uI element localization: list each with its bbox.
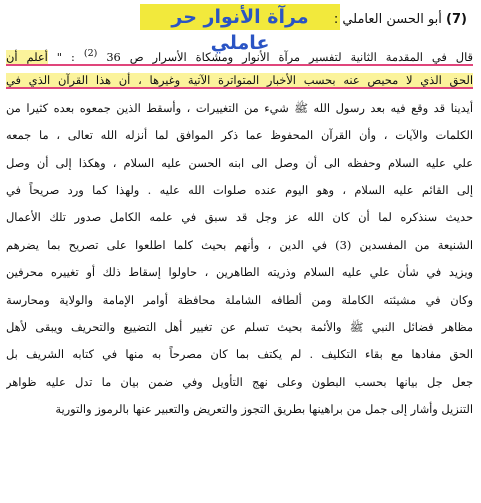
reference-number: (7) xyxy=(446,12,467,27)
text-line: التنزيل وأشار إلى جمل من براهينها بطريق التجوز والتعريض والتعبير عنها بالرموز والتورية xyxy=(55,402,473,417)
text-line xyxy=(6,40,473,67)
text-line: وكان في مشيئته الكاملة ومن ألطافه الشاملة محافظة أوامر الإمامة والولاية ومحارسة xyxy=(6,292,473,307)
page-title: مرآة الأنوار حر عاملي xyxy=(140,4,340,30)
reference-author: أبو الحسن العاملي : xyxy=(333,12,442,27)
text-segment: قال في المقدمة الثانية لتفسير مرآة الأنوار ومشكاة الأسرار ص 36 xyxy=(97,49,473,64)
text-line: الحق مفادها مع بقاء التكليف . لم يكتف بما كان مصرحاً به منها في كتابه الشريف بل xyxy=(6,347,473,362)
text-segment: : " xyxy=(47,49,84,64)
text-line: الكلمات والآيات ، وأن القرآن المحفوظ عما ذكر الموافق لما أنزله الله تعالى ، ما جمعه xyxy=(6,128,473,143)
highlighted-text: الحق الذي لا محيص عنه بحسب الأخبار المتواترة الآتية وغيرها ، أن هذا القرآن الذي في xyxy=(6,73,473,88)
text-line: حديث سنذكره لما أن كان الله عز وجل قد سبق في علمه الكامل صدور تلك الأعمال xyxy=(6,210,473,225)
text-line: ويزيد في شأن علي عليه السلام وذريته الطاهرين ، حاولوا إسقاط ذلك أو تغييره محرفين xyxy=(6,265,473,280)
text-line xyxy=(6,67,473,94)
text-line: أيدينا قد وقع فيه بعد رسول الله ﷺ شيء من التغييرات ، وأسقط الذين جمعوه بعده كثيرا من xyxy=(6,100,473,115)
text-line: علي عليه السلام وحفظه الى أن وصل الى ابنه الحسن عليه السلام ، وهكذا إلى أن وصل xyxy=(6,155,473,170)
footnote-marker: (2) xyxy=(83,48,98,59)
document-body xyxy=(6,40,473,423)
text-line: إلى القائم عليه السلام ، وهو اليوم عنده صلوات الله عليه . ولهذا كما ورد صريحاً في xyxy=(6,182,473,197)
text-line: جعل جل بيانها بحسب البطون وعلى نهج التأويل وفي ضمن بيان ما تدل عليه ظواهر xyxy=(6,374,473,389)
text-line: مظاهر فضائل النبي ﷺ والأئمة بحيث تسلم عن تغيير أهل التضييع والتحريف ويبقى لأهل xyxy=(6,319,473,334)
reference-header xyxy=(334,12,467,27)
text-line: الشنيعة من المفسدين (3) في الدين ، وأنهم بحيث كلما اطلعوا على تصريح بما يضرهم xyxy=(6,237,473,252)
highlighted-text: أعلم أن xyxy=(6,49,48,64)
